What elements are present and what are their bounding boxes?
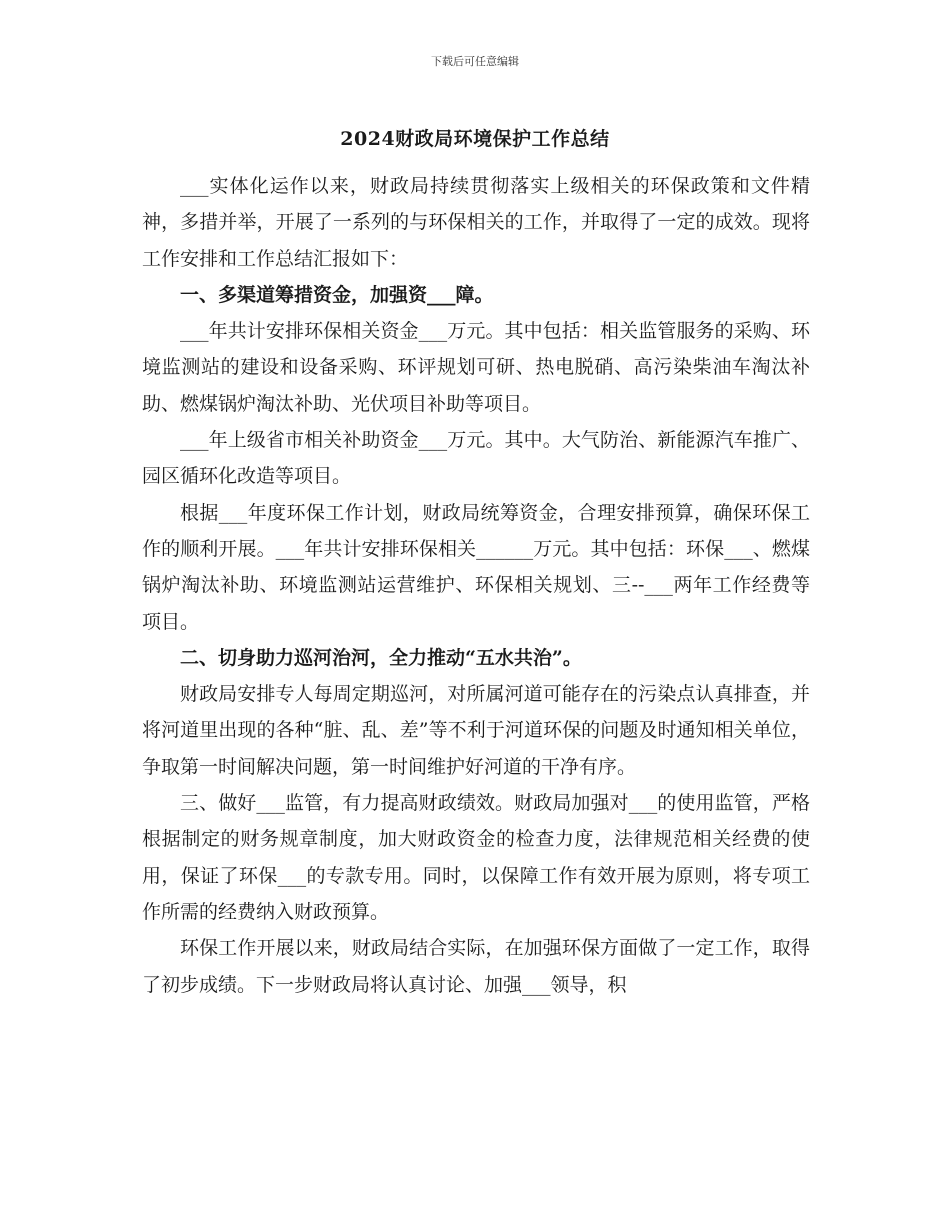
paragraph: 三、做好___监管，有力提高财政绩效。财政局加强对___的使用监管，严格根据制定的财务规章制度，加大财政资金的检查力度，法律规范相关经费的使用，保证了环保___的专款专用。同时，以保障工作有效开展为原则，将专项工作所需的经费纳入财政预算。: [142, 792, 810, 923]
section-heading-2: 二、切身助力巡河治河，全力推动“五水共治”。: [180, 646, 582, 669]
paragraph-intro: ___实体化运作以来，财政局持续贯彻落实上级相关的环保政策和文件精神，多措并举，开展了一系列的与环保相关的工作，并取得了一定的成效。现将工作安排和工作总结汇报如下：: [142, 175, 810, 270]
document-body: [142, 168, 810, 1003]
document-title: 2024财政局环境保护工作总结: [340, 128, 610, 150]
paragraph-closing: 环保工作开展以来，财政局结合实际，在加强环保方面做了一定工作，取得了初步成绩。下一步财政局将认真讨论、加强___领导，积: [142, 937, 810, 996]
section-heading-1: 一、多渠道筹措资金，加强资___障。: [180, 283, 494, 306]
page-header-note: 下载后可任意编辑: [431, 55, 519, 68]
paragraph: 根据___年度环保工作计划，财政局统筹资金，合理安排预算，确保环保工作的顺利开展。___年共计安排环保相关______万元。其中包括：环保___、燃煤锅炉淘汰补助、环境监测站运营维护、环保相关规划、三--___两年工作经费等项目。: [142, 501, 810, 633]
paragraph: ___年上级省市相关补助资金___万元。其中。大气防治、新能源汽车推广、园区循环化改造等项目。: [142, 429, 810, 488]
paragraph: ___年共计安排环保相关资金___万元。其中包括：相关监管服务的采购、环境监测站的建设和设备采购、环评规划可研、热电脱硝、高污染柴油车淘汰补助、燃煤锅炉淘汰补助、光伏项目补助等项目。: [142, 320, 810, 415]
paragraph: 财政局安排专人每周定期巡河，对所属河道可能存在的污染点认真排查，并将河道里出现的各种“脏、乱、差”等不利于河道环保的问题及时通知相关单位，争取第一时间解决问题，第一时间维护好河道的干净有序。: [142, 683, 810, 778]
